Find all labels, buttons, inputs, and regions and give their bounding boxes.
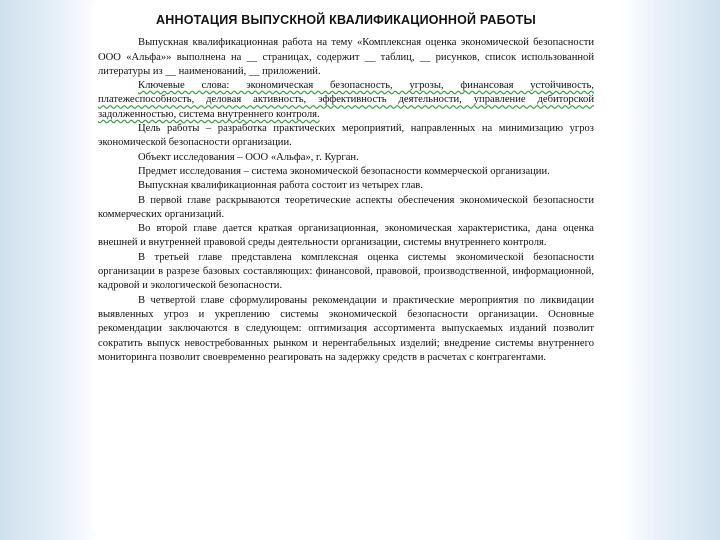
document-page bbox=[92, 5, 604, 531]
paragraph-intro: Выпускная квалификационная работа на тему «Комплексная оценка экономической безопасности ООО «Альфа»» выполнена на __ страницах, содержит __ таблиц, __ рисунков, список использованной литературы из __ наименований, __ приложений. bbox=[98, 37, 594, 77]
paragraph-chapter-4: В четвертой главе сформулированы рекомендации и практические мероприятия по ликвидации выявленных угроз и укреплению системы экономической безопасности организации. Основные рекомендации заключаются в следующем: оптимизация ассортимента выпускаемых изданий позволит сократить выпуск невостребованных рынком и нерентабельных изделий; внедрение системы внутреннего мониторинга позволит своевременно реагировать на задержку средств в расчетах с контрагентами. bbox=[98, 294, 594, 363]
paragraph-subject: Предмет исследования – система экономической безопасности коммерческой организации. bbox=[138, 165, 550, 177]
paragraph-object: Объект исследования – ООО «Альфа», г. Курган. bbox=[138, 151, 359, 163]
page-title: АННОТАЦИЯ ВЫПУСКНОЙ КВАЛИФИКАЦИОННОЙ РАБОТЫ bbox=[156, 13, 536, 27]
paragraph-structure: Выпускная квалификационная работа состоит из четырех глав. bbox=[138, 180, 423, 192]
paragraph-chapter-2: Во второй главе дается краткая организационная, экономическая характеристика, дана оценка внешней и внутренней правовой среды деятельности организации, системы внутреннего контроля. bbox=[98, 223, 594, 249]
paragraph-keywords: Ключевые слова: экономическая безопасность, угрозы, финансовая устойчивость, платежеспособность, деловая активность, эффективность деятельности, управление дебиторской задолженностью, система внутреннего контроля. bbox=[98, 80, 594, 120]
paragraph-chapter-3: В третьей главе представлена комплексная оценка системы экономической безопасности организации в разрезе базовых составляющих: финансовой, правовой, производственной, информационной, кадровой и экологической безопасности. bbox=[98, 251, 594, 292]
paragraph-goal: Цель работы – разработка практических мероприятий, направленных на минимизацию угроз экономической безопасности организации. bbox=[98, 123, 594, 149]
paragraph-chapter-1: В первой главе раскрываются теоретические аспекты обеспечения экономической безопасности коммерческих организаций. bbox=[98, 194, 594, 220]
